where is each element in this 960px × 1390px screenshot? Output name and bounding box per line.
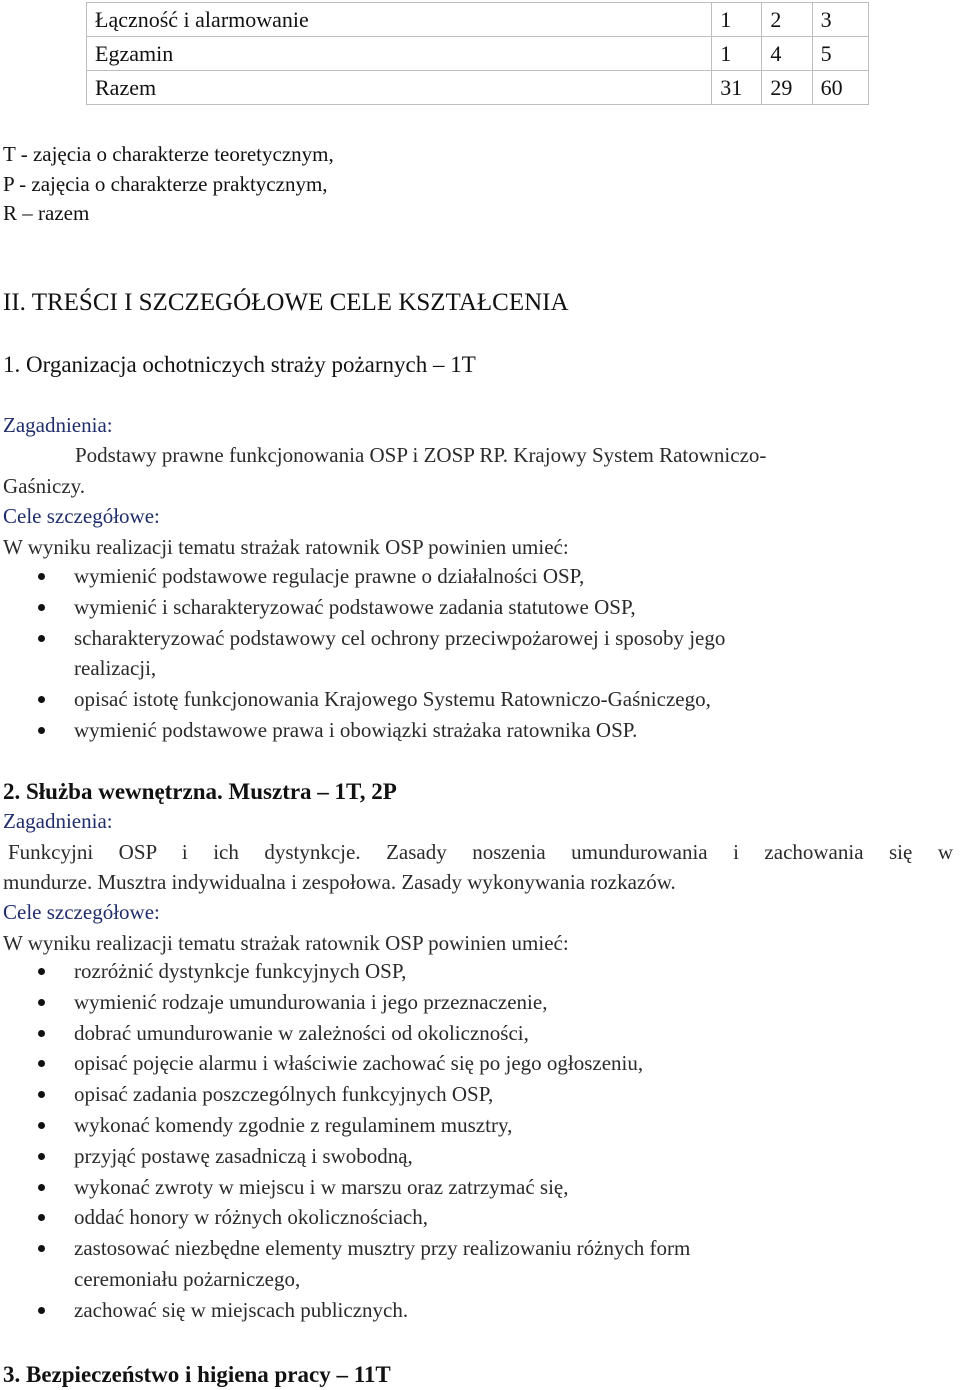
topic2-goals-list [0, 956, 690, 1326]
list-item-text: opisać pojęcie alarmu i właściwie zachować się po jego ogłoszeniu, [74, 1051, 644, 1076]
bullet-icon [38, 999, 45, 1006]
legend-t: T - zajęcia o charakterze teoretycznym, [3, 142, 334, 166]
list-item-text: zastosować niezbędne elementy musztry przy realizowaniu różnych form [74, 1236, 691, 1261]
topic1-issues-label: Zagadnienia: [3, 413, 113, 437]
row-r-cell: 5 [812, 37, 868, 71]
list-item [0, 623, 725, 654]
row-name-cell: Łączność i alarmowanie [87, 3, 712, 37]
list-item [0, 653, 725, 684]
row-t-cell: 31 [712, 71, 762, 105]
bullet-icon [38, 1122, 45, 1129]
topic1-issues-line2: Gaśniczy. [3, 474, 86, 498]
table-row [87, 71, 869, 105]
list-item-text: wymienić rodzaje umundurowania i jego przeznaczenie, [74, 989, 548, 1014]
list-item-text: opisać zadania poszczególnych funkcyjnych OSP, [74, 1082, 494, 1107]
bullet-icon [38, 1060, 45, 1067]
list-item [0, 1172, 690, 1203]
topic2-heading [3, 779, 397, 805]
bullet-icon [38, 604, 45, 611]
section-heading: II. TREŚCI I SZCZEGÓŁOWE CELE KSZTAŁCENIA [3, 289, 569, 316]
list-item-text: wykonać komendy zgodnie z regulaminem musztry, [74, 1112, 513, 1137]
hours-table [86, 2, 869, 105]
topic2-issues-line1: Funkcyjni OSP i ich dystynkcje. Zasady noszenia umundurowania i zachowania się w [8, 840, 953, 864]
topic2-issues-label: Zagadnienia: [3, 809, 113, 833]
list-item-text: wymienić i scharakteryzować podstawowe zadania statutowe OSP, [74, 594, 636, 619]
bullet-icon [38, 1153, 45, 1160]
list-item [0, 1141, 690, 1172]
topic1-issues-line1: Podstawy prawne funkcjonowania OSP i ZOSP RP. Krajowy System Ratowniczo- [75, 443, 767, 467]
bullet-icon [38, 1184, 45, 1191]
topic1-goals-label: Cele szczegółowe: [3, 504, 160, 528]
topic2-intro: W wyniku realizacji tematu strażak ratownik OSP powinien umieć: [3, 931, 569, 955]
row-name-cell: Egzamin [87, 37, 712, 71]
table-row [87, 3, 869, 37]
list-item [0, 1295, 690, 1326]
legend-p: P - zajęcia o charakterze praktycznym, [3, 172, 328, 196]
topic1-intro: W wyniku realizacji tematu strażak ratownik OSP powinien umieć: [3, 535, 569, 559]
list-item [0, 715, 725, 746]
list-item [0, 956, 690, 987]
list-item [0, 1110, 690, 1141]
list-item-text: przyjąć postawę zasadniczą i swobodną, [74, 1143, 413, 1168]
topic2-heading-part1: 2. Służba wewnętrzna. [3, 779, 223, 804]
list-item-text: scharakteryzować podstawowy cel ochrony przeciwpożarowej i sposoby jego [74, 625, 726, 650]
bullet-icon [38, 1214, 45, 1221]
list-item-text: dobrać umundurowanie w zależności od okoliczności, [74, 1020, 529, 1045]
bullet-icon [38, 968, 45, 975]
list-item-text: wykonać zwroty w miejscu i w marszu oraz zatrzymać się, [74, 1174, 569, 1199]
list-item [0, 1264, 690, 1295]
list-item-text: zachować się w miejscach publicznych. [74, 1297, 409, 1322]
list-item [0, 1202, 690, 1233]
list-item [0, 561, 725, 592]
row-r-cell: 3 [812, 3, 868, 37]
row-p-cell: 2 [762, 3, 812, 37]
topic1-heading: 1. Organizacja ochotniczych straży pożarnych – 1T [3, 352, 476, 377]
bullet-icon [38, 1091, 45, 1098]
row-t-cell: 1 [712, 3, 762, 37]
list-item [0, 1048, 690, 1079]
bullet-icon [38, 635, 45, 642]
bullet-icon [38, 727, 45, 734]
table-row [87, 37, 869, 71]
bullet-icon [38, 696, 45, 703]
topic2-goals-label: Cele szczegółowe: [3, 900, 160, 924]
row-p-cell: 4 [762, 37, 812, 71]
legend-r: R – razem [3, 201, 90, 225]
bullet-icon [38, 1307, 45, 1314]
list-item [0, 1079, 690, 1110]
topic3-heading: 3. Bezpieczeństwo i higiena pracy – 11T [3, 1362, 391, 1387]
topic2-issues-line2: mundurze. Musztra indywidualna i zespołowa. Zasady wykonywania rozkazów. [3, 870, 676, 894]
topic2-heading-part2: Musztra – 1T, 2P [228, 779, 397, 804]
list-item [0, 592, 725, 623]
row-name-cell: Razem [87, 71, 712, 105]
row-t-cell: 1 [712, 37, 762, 71]
bullet-icon [38, 573, 45, 580]
bullet-icon [38, 1245, 45, 1252]
list-item [0, 987, 690, 1018]
list-item [0, 1233, 690, 1264]
row-r-cell: 60 [812, 71, 868, 105]
list-item [0, 684, 725, 715]
list-item-text: rozróżnić dystynkcje funkcyjnych OSP, [74, 959, 407, 983]
list-item-text: oddać honory w różnych okolicznościach, [74, 1205, 428, 1230]
list-item [0, 1018, 690, 1049]
row-p-cell: 29 [762, 71, 812, 105]
list-item-text: opisać istotę funkcjonowania Krajowego Systemu Ratowniczo-Gaśniczego, [74, 687, 711, 712]
topic1-goals-list [0, 561, 725, 746]
bullet-icon [38, 1030, 45, 1037]
list-item-text: ceremoniału pożarniczego, [74, 1266, 301, 1291]
list-item-text: realizacji, [74, 656, 157, 681]
list-item-text: wymienić podstawowe prawa i obowiązki strażaka ratownika OSP. [74, 717, 638, 742]
list-item-text: wymienić podstawowe regulacje prawne o działalności OSP, [74, 564, 585, 588]
